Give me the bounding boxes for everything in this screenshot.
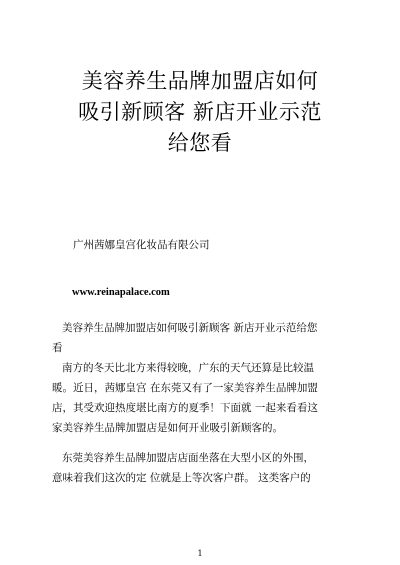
- company-name: 广州茜娜皇宫化妆品有限公司: [73, 239, 210, 251]
- paragraph-body-2: [52, 448, 352, 488]
- paragraph-intro: [52, 318, 352, 358]
- paragraph-line: 南方的冬天比北方来得较晚，广东的天气还算是比较温: [62, 362, 314, 374]
- paragraph-line: 暖。近日，茜娜皇宫 在东莞又有了一家美容养生品牌加盟: [52, 382, 318, 394]
- title-line: 给您看: [167, 131, 233, 155]
- document-title: [40, 66, 360, 159]
- paragraph-line: 店，其受欢迎热度堪比南方的夏季！下面就 一起来看看这: [52, 402, 318, 414]
- paragraph-line: 看: [52, 342, 63, 354]
- paragraph-line: 美容养生品牌加盟店如何吸引新顾客 新店开业示范给您: [62, 322, 318, 334]
- page-number: 1: [197, 549, 203, 558]
- paragraph-line: 意味着我们这次的定 位就是上等次客户群。 这类客户的: [52, 472, 311, 484]
- title-line: 吸引新顾客 新店开业示范: [78, 100, 322, 124]
- paragraph-body-1: [52, 358, 352, 438]
- paragraph-line: 东莞美容养生品牌加盟店店面坐落在大型小区的外围，: [62, 452, 314, 464]
- paragraph-line: 家美容养生品牌加盟店是如何开业吸引新顾客的。: [52, 422, 283, 434]
- title-line: 美容养生品牌加盟店如何: [81, 69, 319, 93]
- website-url: www.reinapalace.com: [72, 287, 170, 298]
